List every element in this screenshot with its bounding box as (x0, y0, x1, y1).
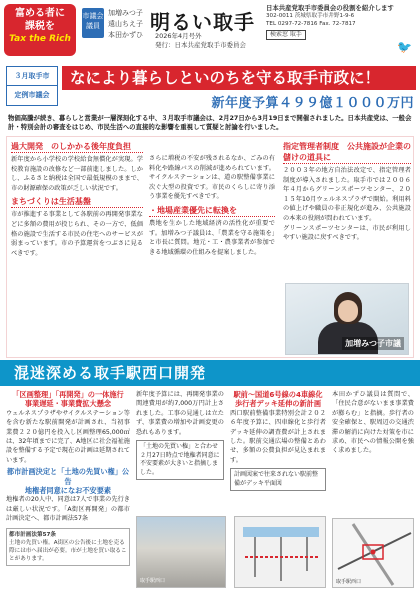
section-title: まちづくりは生活基盤 (11, 196, 143, 208)
subsection-subtitle: 事業遅延・事業費拡大懸念 (24, 399, 112, 409)
slogan-line-1: 富める者に (15, 8, 65, 19)
column-2 (149, 141, 275, 257)
search-badge[interactable]: 検索窓 取手 (266, 30, 306, 40)
issue-info (155, 32, 246, 50)
slogan-badge (4, 4, 76, 56)
section-title: 過大開発 のしかかる後年度負担 (11, 141, 143, 153)
article-text: 新年度予算には、再開発事業の関連費用が約7,000万円計上されました。工事の見通しは立たず、事業費の増加や計画変更の恐れもあります。 (136, 391, 224, 436)
section-banner: 混迷深める取手駅西口開発 (0, 360, 420, 386)
photo-caption: 加増みつ子市議 (342, 337, 404, 350)
station-marker (371, 550, 376, 555)
article-text: 新年度から小学校の学校給食無償化が実現。学校教育施設の改修など一部前進しました。しかし、ふるさと納税は全国で最低規模のままで、市の財源確保の政策が乏しい状況です。 (11, 156, 143, 192)
area-map (332, 518, 414, 588)
session-tag-bottom: 定例市議会 (14, 91, 50, 99)
law-note (6, 528, 130, 566)
publisher: 発行：日本共産党取手市委員会 (155, 41, 246, 49)
article-text: 農地を生かした地域経済の活性化が重要です。加増みつ子議員は、「農業を守る施策を」と市長に質問。地元・工・農事業者が参加できる地域循環の仕組みを提案しました。 (149, 219, 275, 256)
area-map-label: 取手駅西口 (336, 579, 362, 585)
article-text: さらに増税の不安が残されるなか、ごみの有料化や路線バスの削減が進められています。サイクルステーションは、道の駅整備事業に次ぐ大型の投資です。市民のくらしに寄り添う事業を優先すべきです。 (149, 155, 275, 201)
party-tag: 市議会議員 (82, 8, 104, 38)
contact-block (266, 4, 416, 40)
deck-lines (255, 537, 307, 581)
slogan-english: Tax the Rich (9, 34, 71, 44)
subsection-title: 「区画整理」「再開発」の一体施行 (12, 390, 124, 399)
law-note-text: 土地の先買い権。A街区の公告後に土地を売る際には市へ届出が必要。市が土地を買い取ることがあります。 (9, 539, 127, 562)
main-headline: なにより暮らしといのちを守る取手市政に！ (62, 66, 416, 90)
article-text: 西口駅前整備事業特別会計２０２６年度予算に、四車線化と歩行者デッキ延伸の調査費が計上されました。駅前交通広場の整備とあわせ、多額の公費負担が見込まれます。 (230, 409, 326, 464)
section-title: 指定管理者制度 公共施設が企業の儲けの道具に (283, 142, 411, 162)
lower-column-2 (136, 390, 224, 480)
issue-date: 2026年4月号外 (155, 32, 202, 40)
lower-column-4 (332, 390, 414, 456)
lower-article (6, 388, 414, 593)
article-text: グリーンスポーツセンターは、市民が利用しやすい施設に戻すべきです。 (283, 224, 411, 242)
deck-plan-map (234, 516, 326, 588)
masthead (0, 0, 420, 62)
article-text: ２００３年の地方自治法改定で、指定管理者制度が導入されました。取手市では２００６年４月からグリーンスポーツセンター、２０１５年10月ウェルネスプラザで開始。利用料の値上げや職員の非正規化が進み、公共施設の本来の役割が問われています。 (283, 167, 411, 222)
article-text: 地権者の20人中、同意は7人で事業の先行きは厳しい状況です。「A街区再開発」の都市計画決定へ、都市計画法57条 (6, 496, 130, 523)
intro-paragraph: 物価高騰が続き、暮らしと営業が一層深刻化する中、３月取手市議会は、2月27日から3月19日まで開催されました。日本共産党は、一般会計・特別会計の審査をはじめ、市民生活への直接的な影響を重視して質疑と討論を行いました。 (8, 114, 412, 131)
column-3 (283, 141, 411, 243)
quote-box: 「土地の先買い権」と合わせ２月27日時点で地権者同意に不安要素が大きいと指摘しました。 (136, 440, 224, 480)
article-text: ウェルネスプラザやサイクルステーション等を含む新たな駅前開発が計画され、当初事業費２２０億円を投入し区画整理65,000㎡は、32年頃までに完了、A地区に社会福祉施設を整備する予定で現在の計画は延期されています。 (6, 409, 130, 464)
subsection-subtitle: 地権者同意になお不安要素 (24, 486, 112, 496)
plan-note: 計画図案で往来されない駅前整備がデッキ平面図 (230, 468, 326, 491)
newsletter-logo: 明るい取手 (150, 10, 255, 34)
slogan-line-2: 課税を (25, 21, 55, 32)
subsection-title: 都市計画決定と「土地の先買い権」公告 (6, 467, 130, 486)
subsection-title: 駅前〜国道6号線の4車線化 (233, 390, 323, 399)
member-name: 遠山ちえ子 (108, 20, 143, 28)
headline-band (0, 62, 420, 112)
member-list (108, 8, 143, 41)
column-1 (11, 141, 143, 258)
station-block (243, 527, 319, 537)
member-name: 本田かずひ (108, 31, 143, 39)
contact-heading: 日本共産党取手市委員会の役割を紹介します (266, 4, 394, 12)
lower-column-1 (6, 390, 130, 566)
deck-plan-drawing (235, 517, 326, 588)
upper-article (6, 136, 414, 358)
law-note-title: 都市計画法第57条 (9, 531, 56, 538)
station-photo (136, 516, 226, 588)
station-photo-label: 取手駅西口 (140, 578, 166, 584)
article-text: 本田かずひ議員は質問で、「住民合意がないまま事業費が膨らむ」と指摘。歩行者の安全確保と、駅周辺の交通渋滞の解消に向けた対策を市に求め、市民への情報公開を強く求めました。 (332, 391, 414, 455)
subsection-subtitle: 歩行者デッキ延伸の新計画 (234, 399, 322, 409)
photo-face (338, 300, 358, 322)
councilor-photo (285, 283, 409, 355)
session-tag (6, 66, 58, 106)
lower-column-3 (230, 390, 326, 491)
contact-address: 302-0011 茨城県取手市井野1-9-6 (266, 13, 355, 19)
bird-icon: 🐦 (397, 40, 412, 54)
session-tag-top: ３月取手市 (7, 67, 57, 86)
member-name: 加増みつ子 (108, 9, 143, 17)
section-title: ・地場産業優先に転換を (149, 205, 275, 217)
budget-subhead: 新年度予算４９９億１０００万円 (211, 96, 414, 111)
contact-phone: TEL 0297-72-7816 Fax. 72-7817 (266, 21, 356, 27)
article-text: 市が推進する事業として各駅前の再開発事業などに多額の費用が投じられ、その一方で、低価格の施設で生活する市民の住宅へのサービスが弱まっています。市の予算運営をつぶさに見るべきです。 (11, 211, 143, 257)
